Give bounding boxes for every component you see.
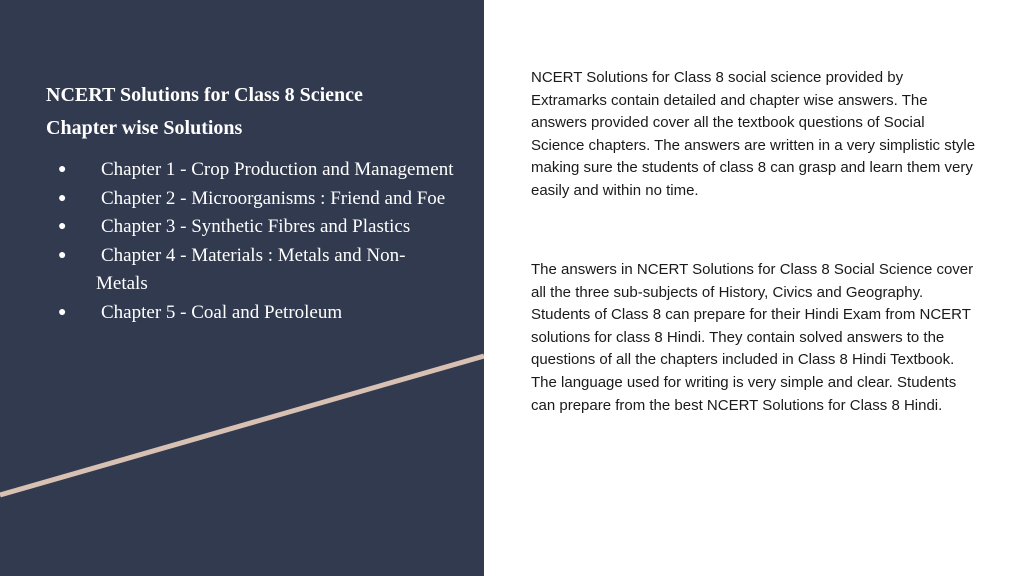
chapter-label: Chapter 4 - Materials : Metals and Non-Metals	[96, 244, 406, 294]
list-item-chapter-1	[46, 156, 456, 185]
chapter-label: Chapter 2 - Microorganisms : Friend and Foe	[101, 187, 446, 209]
bullet-icon: ●	[58, 190, 67, 206]
details-paragraph: The answers in NCERT Solutions for Class 8 Social Science cover all the three sub-subjects of History, Civics and Geography. Students of Class 8 can prepare for their Hindi Exam from NCERT solutions for class 8 Hindi. They contain solved answers to the questions of all the chapters included in Class 8 Hindi Textbook. The language used for writing is very simple and clear. Students can prepare from the best NCERT Solutions for Class 8 Hindi.	[531, 261, 974, 414]
list-item-chapter-3	[46, 213, 456, 242]
list-item-chapter-4	[46, 242, 456, 299]
bullet-icon: ●	[58, 304, 67, 320]
page-title	[46, 79, 466, 145]
bullet-icon: ●	[58, 247, 67, 263]
list-item-chapter-2	[46, 185, 456, 214]
bullet-icon: ●	[58, 162, 67, 177]
chapter-label: Chapter 1 - Crop Production and Management	[101, 159, 454, 180]
bullet-icon: ●	[58, 219, 67, 234]
left-panel	[0, 0, 484, 576]
chapter-list	[46, 156, 456, 327]
chapter-label: Chapter 3 - Synthetic Fibres and Plastics	[101, 216, 411, 237]
chapter-label: Chapter 5 - Coal and Petroleum	[101, 301, 343, 323]
list-item-chapter-5	[46, 299, 456, 328]
intro-paragraph: NCERT Solutions for Class 8 social science provided by Extramarks contain detailed and chapter wise answers. The answers provided cover all the textbook questions of Social Science chapters. The answers are written in a very simplistic style making sure the students of class 8 can grasp and learn them very easily and within no time.	[531, 69, 976, 199]
title-line-2: Chapter wise Solutions	[46, 117, 243, 139]
title-line-1: NCERT Solutions for Class 8 Science	[46, 84, 363, 106]
